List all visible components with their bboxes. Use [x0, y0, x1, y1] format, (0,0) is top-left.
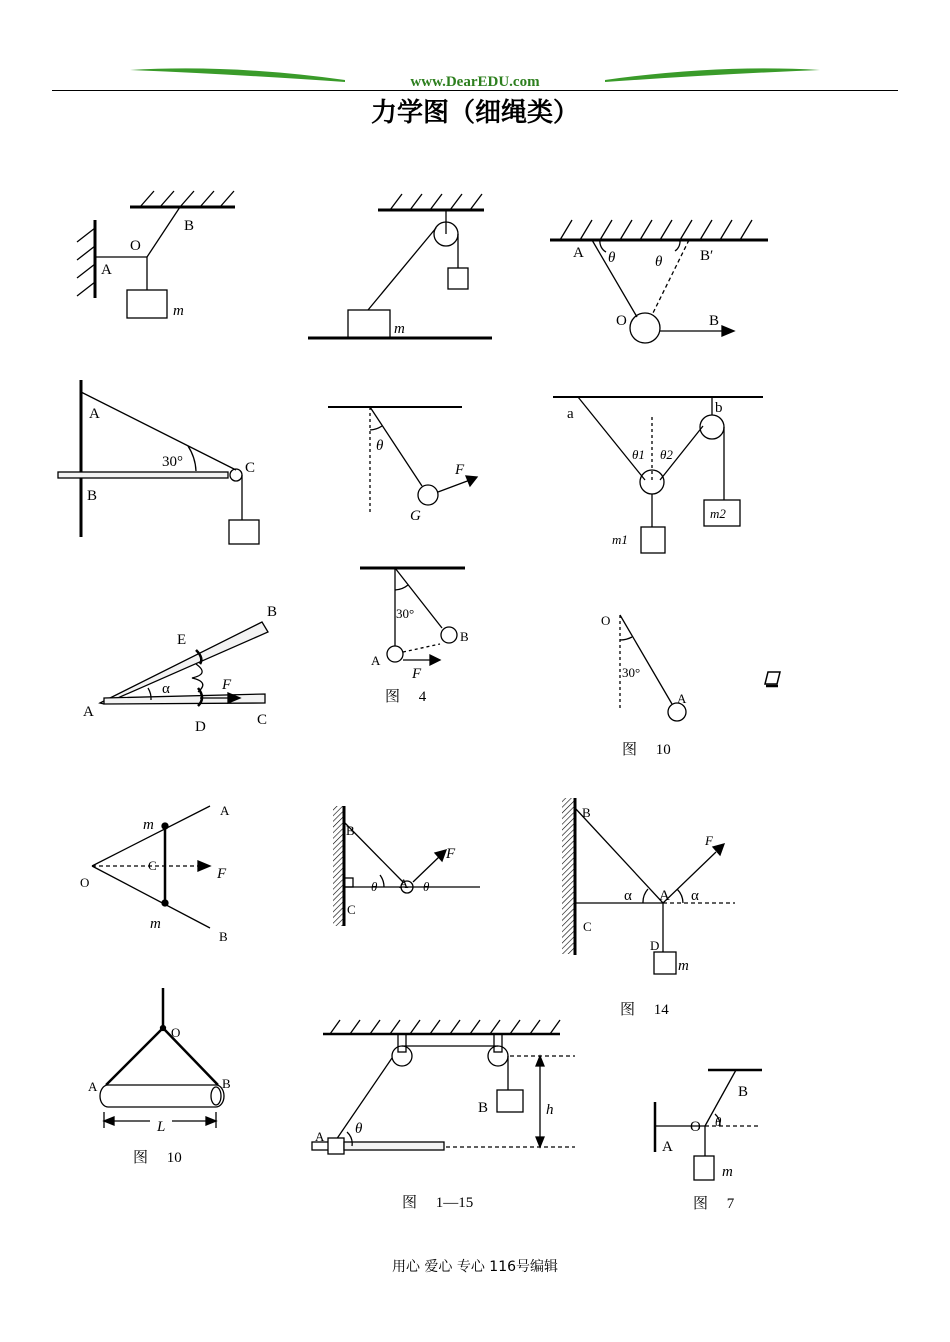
figure-12: [562, 798, 735, 974]
caption-fig1-15: 图 1—15: [402, 1195, 474, 1211]
figure-14-arrow-up: [536, 1056, 544, 1066]
label-B: B: [738, 1084, 749, 1100]
label-D: D: [195, 719, 206, 735]
caption-fig14: 图 14: [620, 1002, 669, 1018]
label-theta: θ: [608, 250, 616, 266]
label-m: m: [722, 1164, 733, 1180]
small-box-icon: [765, 672, 780, 686]
label-B: B: [219, 929, 228, 944]
label-m: m: [678, 958, 689, 974]
label-A: A: [101, 262, 112, 278]
label-B: B: [184, 218, 195, 234]
label-C: C: [347, 902, 356, 917]
label-A: A: [89, 406, 100, 422]
label-alpha: α: [624, 888, 632, 904]
figure-13-arrow-right: [206, 1117, 216, 1125]
label-m2: m2: [710, 506, 726, 521]
footer-text: 用心 爱心 专心 116号编辑: [391, 1259, 559, 1275]
label-B: B: [222, 1076, 231, 1091]
label-theta2: θ2: [660, 447, 673, 462]
label-theta: θ: [371, 879, 378, 894]
label-D: D: [650, 938, 660, 953]
figure-14-arrow-down: [536, 1137, 544, 1147]
label-m: m: [143, 817, 154, 833]
site-name: www.DearEDU.com: [410, 74, 540, 90]
label-theta: θ: [655, 254, 663, 270]
label-A: A: [573, 245, 584, 261]
figure-14: [312, 1020, 575, 1154]
figure-10-arrow: [198, 861, 210, 871]
label-m: m: [150, 916, 161, 932]
label-C: C: [257, 712, 268, 728]
label-30deg: 30°: [622, 665, 641, 680]
label-m: m: [173, 303, 184, 319]
label-B: B: [478, 1100, 489, 1116]
label-alpha: α: [691, 888, 699, 904]
figure-13-arrow-left: [104, 1117, 114, 1125]
label-A: A: [371, 653, 381, 668]
label-theta: θ: [376, 438, 384, 454]
label-theta: θ: [355, 1121, 363, 1137]
label-Bprime: B′: [700, 248, 714, 264]
label-b: b: [715, 400, 723, 416]
label-F: F: [217, 866, 227, 882]
label-O: O: [171, 1025, 181, 1040]
caption-fig10b: 图 10: [133, 1150, 182, 1166]
label-30deg: 30°: [396, 606, 415, 621]
label-F: F: [222, 677, 232, 693]
caption-fig10a: 图 10: [622, 742, 671, 758]
label-B: B: [709, 313, 720, 329]
label-A: A: [662, 1139, 673, 1155]
label-O: O: [601, 613, 611, 628]
figure-8-arrow: [430, 655, 440, 665]
label-A: A: [677, 691, 687, 706]
label-B: B: [582, 805, 591, 820]
label-theta1: θ1: [632, 447, 645, 462]
label-L: L: [157, 1119, 166, 1135]
label-B: B: [87, 488, 98, 504]
label-F: F: [705, 833, 713, 848]
label-alpha: α: [162, 681, 170, 697]
figure-5: [328, 407, 470, 512]
label-C: C: [583, 919, 592, 934]
label-30deg: 30°: [162, 454, 183, 470]
label-O: O: [616, 313, 627, 329]
label-m: m: [394, 321, 405, 337]
caption-fig7: 图 7: [693, 1196, 735, 1212]
label-A: A: [83, 704, 94, 720]
label-B: B: [346, 823, 355, 838]
label-O: O: [130, 238, 141, 254]
label-F: F: [446, 846, 456, 862]
figure-4: [58, 380, 259, 544]
label-B: B: [460, 629, 469, 644]
label-F: F: [412, 666, 422, 682]
figure-5-arrow: [466, 476, 477, 486]
label-G: G: [410, 508, 421, 524]
figure-6: [553, 397, 763, 553]
label-O: O: [80, 875, 90, 890]
label-m1: m1: [612, 532, 628, 547]
label-A: A: [659, 888, 670, 904]
label-theta: θ: [715, 1114, 722, 1129]
figure-2: [308, 194, 492, 338]
label-B: B: [267, 604, 278, 620]
figure-3-arrow: [722, 326, 734, 336]
label-theta: θ: [423, 879, 430, 894]
label-E: E: [177, 632, 187, 648]
page-title: 力学图（细绳类）: [370, 98, 579, 128]
label-O: O: [690, 1119, 701, 1135]
label-h: h: [546, 1102, 554, 1118]
figure-13: [100, 988, 224, 1128]
label-a: a: [567, 406, 574, 422]
label-C: C: [148, 858, 157, 873]
label-A: A: [315, 1129, 325, 1144]
label-F: F: [455, 462, 465, 478]
caption-fig4: 图 4: [385, 689, 427, 705]
label-C: C: [245, 460, 256, 476]
label-A: A: [399, 876, 409, 891]
figure-1: [77, 191, 235, 318]
label-A: A: [220, 803, 230, 818]
label-A: A: [88, 1079, 98, 1094]
figure-3: [550, 220, 768, 343]
